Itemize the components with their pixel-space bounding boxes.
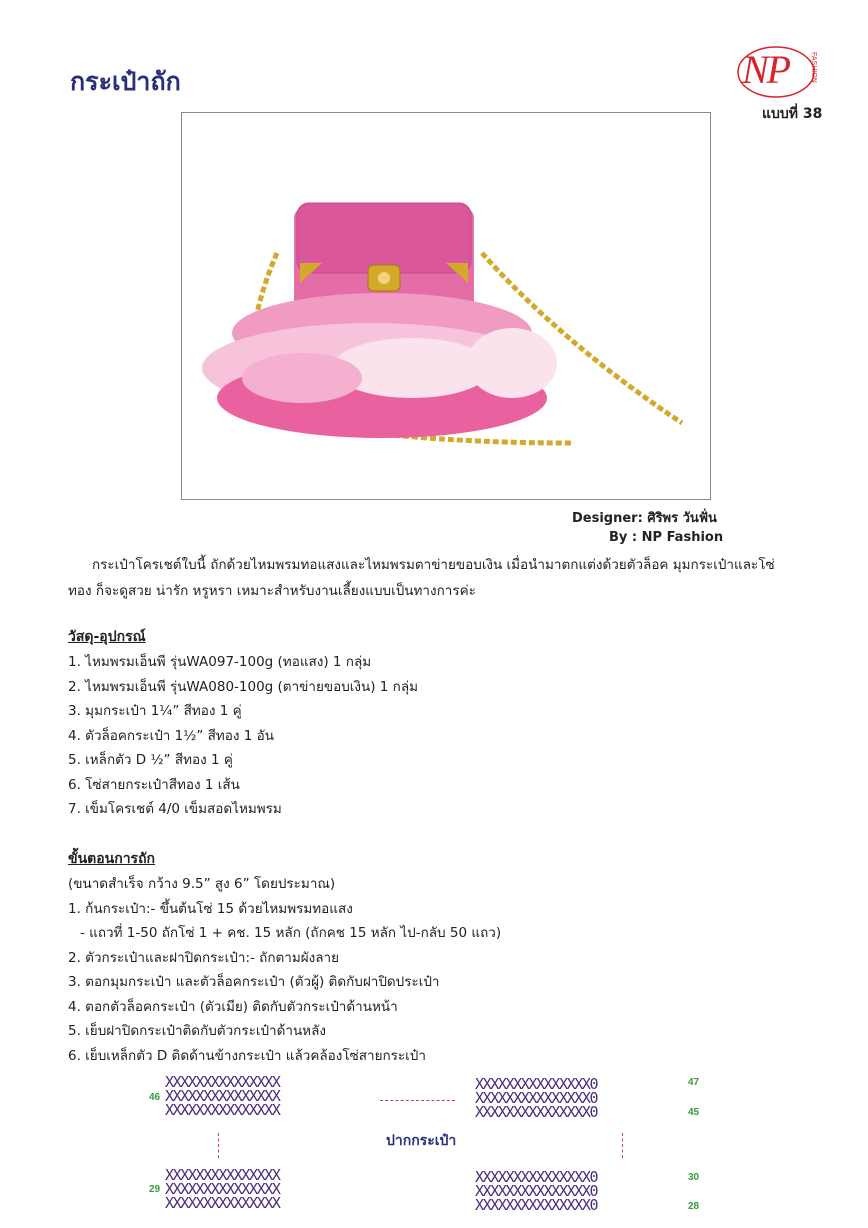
product-photo	[181, 112, 711, 500]
row-number: 29	[149, 1184, 161, 1195]
stitch-chart-top-right	[475, 1077, 597, 1119]
page-title: กระเป๋าถัก	[70, 67, 181, 96]
chart-divider	[380, 1100, 455, 1101]
material-item: 2. ไหมพรมเอ็นพี รุ่นWA080-100g (ตาข่ายขอบเงิน) 1 กลุ่ม	[68, 678, 418, 695]
step-item: 1. ก้นกระเป๋า:- ขึ้นต้นโซ่ 15 ด้วยไหมพรมทอแสง	[68, 900, 353, 917]
material-item: 1. ไหมพรมเอ็นพี รุ่นWA097-100g (ทอแสง) 1 กลุ่ม	[68, 654, 372, 670]
stitch-chart-bottom-right	[475, 1170, 597, 1212]
stitch-row: XXXXXXXXXXXXXXX	[165, 1101, 280, 1119]
stitch-row: XXXXXXXXXXXXXXX0	[475, 1168, 598, 1186]
row-number: 30	[688, 1172, 700, 1183]
stitch-row: XXXXXXXXXXXXXXX	[165, 1166, 280, 1184]
np-fashion-logo	[732, 42, 832, 102]
step-item: 2. ตัวกระเป๋าและฝาปิดกระเป๋า:- ถักตามผังลาย	[68, 949, 340, 966]
materials-heading: วัสดุ-อุปกรณ์	[68, 629, 146, 645]
size-note: (ขนาดสำเร็จ กว้าง 9.5” สูง 6” โดยประมาณ)	[68, 876, 336, 892]
row-number: 28	[688, 1201, 700, 1212]
step-item: 4. ตอกตัวล็อคกระเป๋า (ตัวเมีย) ติดกับตัวกระเป๋าด้านหน้า	[68, 998, 398, 1015]
bag-mouth-label: ปากกระเป๋า	[386, 1133, 457, 1149]
steps-list	[68, 872, 501, 1068]
stitch-chart-top-left	[165, 1075, 279, 1117]
stitch-row: XXXXXXXXXXXXXXX	[165, 1180, 280, 1198]
row-number: 47	[688, 1077, 700, 1088]
step-item: 5. เย็บฝาปิดกระเป๋าติดกับตัวกระเป๋าด้านหลัง	[68, 1023, 326, 1039]
stitch-row: XXXXXXXXXXXXXXX0	[475, 1075, 598, 1093]
chart-divider	[218, 1133, 219, 1158]
material-item: 3. มุมกระเป๋า 1¼” สีทอง 1 คู่	[68, 703, 242, 719]
stitch-chart-bottom-left	[165, 1168, 279, 1210]
material-item: 7. เข็มโครเชต์ 4/0 เข็มสอดไหมพรม	[68, 801, 282, 817]
stitch-row: XXXXXXXXXXXXXXX0	[475, 1103, 598, 1121]
stitch-row: XXXXXXXXXXXXXXX0	[475, 1182, 598, 1200]
designer-credit: Designer: ศิริพร วันฟั่น	[572, 511, 717, 526]
stitch-row: XXXXXXXXXXXXXXX	[165, 1087, 280, 1105]
logo-fashion-text: FASHION	[810, 52, 817, 83]
steps-heading: ขั้นตอนการถัก	[68, 851, 156, 867]
step-item: - แถวที่ 1-50 ถักโซ่ 1 + คช. 15 หลัก (ถักคช 15 หลัก ไป-กลับ 50 แถว)	[80, 925, 502, 941]
material-item: 6. โซ่สายกระเป๋าสีทอง 1 เส้น	[68, 776, 240, 793]
pattern-number: แบบที่ 38	[762, 106, 823, 122]
logo-np-text: NP	[742, 47, 790, 92]
materials-list	[68, 650, 418, 822]
crochet-bag-illustration	[182, 113, 710, 499]
intro-paragraph: กระเป๋าโครเชต์ใบนี้ ถักด้วยไหมพรมทอแสงและไหมพรมตาข่ายขอบเงิน เมื่อนำมาตกแต่งด้วยตัวล็อค มุมกระเป๋าและโซ่ทอง ก็จะดูสวย น่ารัก หรูหรา เหมาะสำหรับงานเลี้ยงแบบเป็นทางการค่ะ	[68, 557, 775, 599]
row-number: 45	[688, 1107, 700, 1118]
stitch-row: XXXXXXXXXXXXXXX	[165, 1194, 280, 1212]
step-item: 6. เย็บเหล็กตัว D ติดด้านข้างกระเป๋า แล้วคล้องโซ่สายกระเป๋า	[68, 1047, 426, 1064]
row-number: 46	[149, 1092, 161, 1103]
stitch-row: XXXXXXXXXXXXXXX0	[475, 1196, 598, 1214]
chart-divider	[622, 1133, 623, 1158]
material-item: 4. ตัวล็อคกระเป๋า 1½” สีทอง 1 อัน	[68, 727, 274, 744]
stitch-row: XXXXXXXXXXXXXXX	[165, 1073, 280, 1091]
material-item: 5. เหล็กตัว D ½” สีทอง 1 คู่	[68, 752, 233, 768]
step-item: 3. ตอกมุมกระเป๋า และตัวล็อคกระเป๋า (ตัวผู้) ติดกับฝาปิดประเป๋า	[68, 974, 440, 990]
brand-credit: By : NP Fashion	[609, 530, 724, 545]
stitch-row: XXXXXXXXXXXXXXX0	[475, 1089, 598, 1107]
